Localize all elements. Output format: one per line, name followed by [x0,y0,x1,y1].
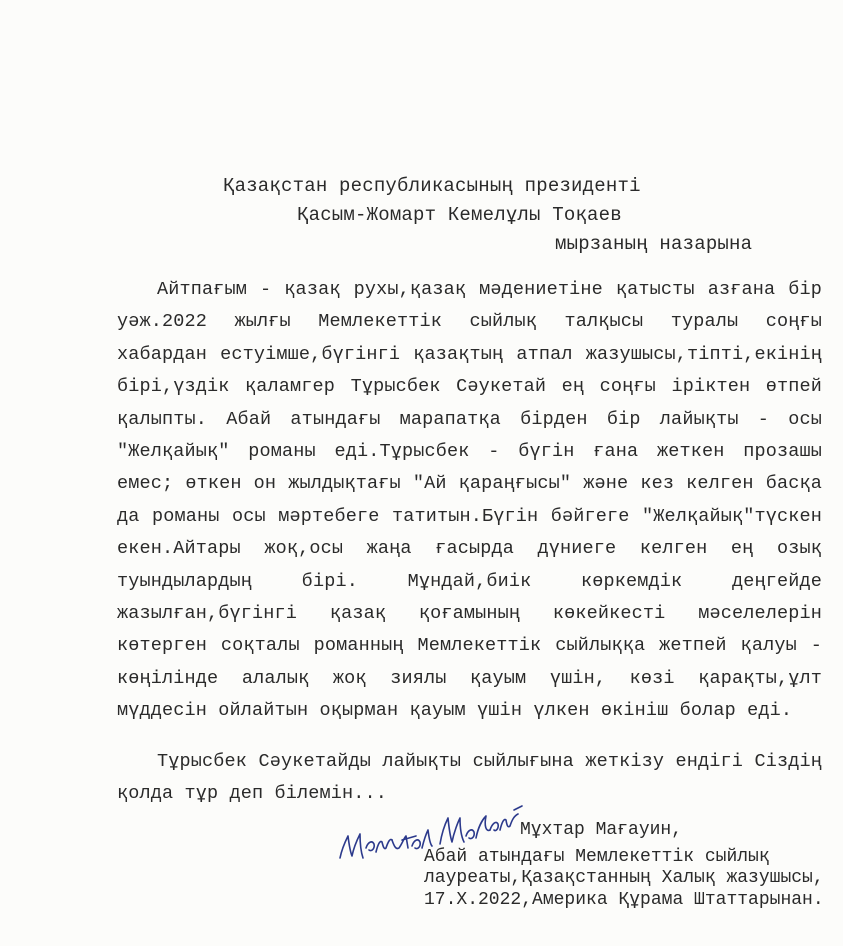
signature-title-line-1: Абай атындағы Мемлекеттік сыйлық [424,847,770,867]
body-paragraph-1: Айтпағым - қазақ рухы,қазақ мәдениетіне қатысты азғана бір уәж.2022 жылғы Мемлекеттік сыйлық талқысы туралы соңғы хабардан естуімше,бүгінгі қазақтың атпал жазушысы,тіпті,екінің бірі,үздік қаламгер Тұрысбек Сәукетай ең соңғы іріктен өтпей қалыпты. Абай атындағы марапатқа бірден бір лайықты - осы "Желқайық" романы еді.Тұрысбек - бүгін ғана жеткен прозашы емес; өткен он жылдықтағы "Ай қараңғысы" және кез келген басқа да романы осы мәртебеге татитын.Бүгін бәйгеге "Желқайық"түскен екен.Айтары жоқ,осы жаңа ғасырда дүниеге келген ең озық туындылардың бірі. Мұндай,биік көркемдік деңгейде жазылған,бүгінгі қазақ қоғамының көкейкесті мәселелерін көтерген соқталы романның Мемлекеттік сыйлыққа жетпей қалуы - көңілінде алалық жоқ зиялы қауым үшін, көзі қарақты,ұлт мүддесін ойлайтын оқырман қауым үшін үлкен өкініш болар еді. [117,279,822,722]
signature-name: Мұхтар Мағауин, [520,820,683,840]
address-line-2: Қасым-Жомарт Кемелұлы Тоқаев [297,204,622,226]
signature-date-place: 17.Х.2022,Америка Құрама Штаттарынан. [424,890,824,910]
address-line-1: Қазақстан республикасының президенті [223,175,641,197]
address-line-3: мырзаның назарына [555,233,753,255]
signature-title-line-2: лауреаты,Қазақстанның Халық жазушысы, [424,868,824,888]
body-paragraph-2: Тұрысбек Сәукетайды лайықты сыйлығына жеткізу ендігі Сіздің қолда тұр деп білемін... [117,751,822,805]
